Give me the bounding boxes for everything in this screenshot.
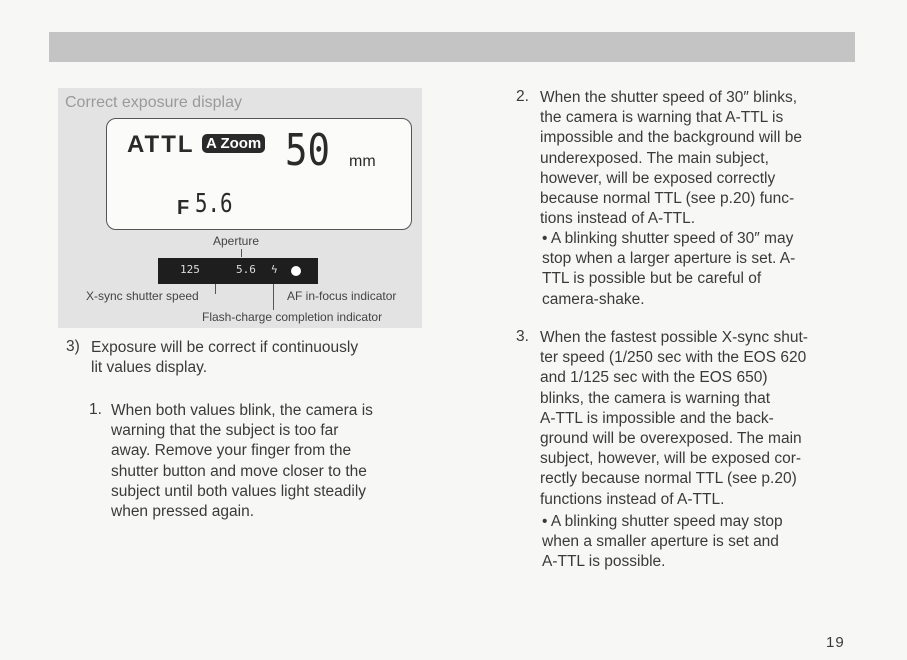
xsync-label: X-sync shutter speed [86,289,199,303]
item-3-text: Exposure will be correct if continuously lit values display. [91,339,359,377]
item-2-number: 2. [516,88,529,105]
flash-bolt-icon: ϟ [271,263,278,276]
item-2-bullet: • A blinking shutter speed of 30″ may stop when a larger aperture is set. A- TTL is possible but be careful of camera-shake. [542,230,796,308]
f-number-value: 5.6 [195,189,233,219]
f-number-label: F [177,197,190,219]
aperture-leader-line [241,249,242,257]
item-3-right-bullet: • A blinking shutter speed may stop when a smaller aperture is set and A-TTL is possible. [542,513,783,571]
flash-charge-label: Flash-charge completion indicator [202,310,383,324]
viewfinder-display [158,258,318,284]
item-3-right-number: 3. [516,328,529,345]
xsync-leader-line [215,284,216,294]
focal-length-value: 50 [285,125,331,176]
item-3-number: 3) [66,338,80,355]
exposure-display-figure [58,88,422,328]
vf-aperture: 5.6 [236,263,256,276]
item-3-right-text: When the fastest possible X-sync shut- ter speed (1/250 sec with the EOS 620 and 1/125 sec with the EOS 650) blinks, the camera is warning that A-TTL is impossible and the back- ground will be overexposed. The main subject, however, will be exposed cor- rectly because normal TTL (see p.20) functions instead of A-TTL. [540,329,808,508]
focal-length-unit: mm [349,153,376,170]
sub-item-1-number: 1. [89,401,102,418]
figure-caption: Correct exposure display [65,94,242,111]
sub-item-1-text: When both values blink, the camera is warning that the subject is too far away. Remove your finger from the shutter button and move closer to the subject until both values light steadily when pressed again. [111,402,373,521]
vf-shutter-speed: 125 [180,263,200,276]
af-leader-line [273,284,274,310]
attl-indicator: ATTL [127,131,195,158]
aperture-label: Aperture [213,234,260,248]
item-2-text: When the shutter speed of 30″ blinks, the camera is warning that A-TTL is impossible and the background will be underexposed. The main subject, however, will be exposed correctly because normal TTL (see p.20) func- tions instead of A-TTL. [540,89,802,228]
page-number: 19 [826,634,845,651]
header-bar [49,32,855,62]
lcd-panel [106,118,412,230]
a-zoom-badge: A Zoom [202,134,265,153]
af-indicator-label: AF in-focus indicator [287,289,397,303]
focus-dot-icon [291,266,301,276]
